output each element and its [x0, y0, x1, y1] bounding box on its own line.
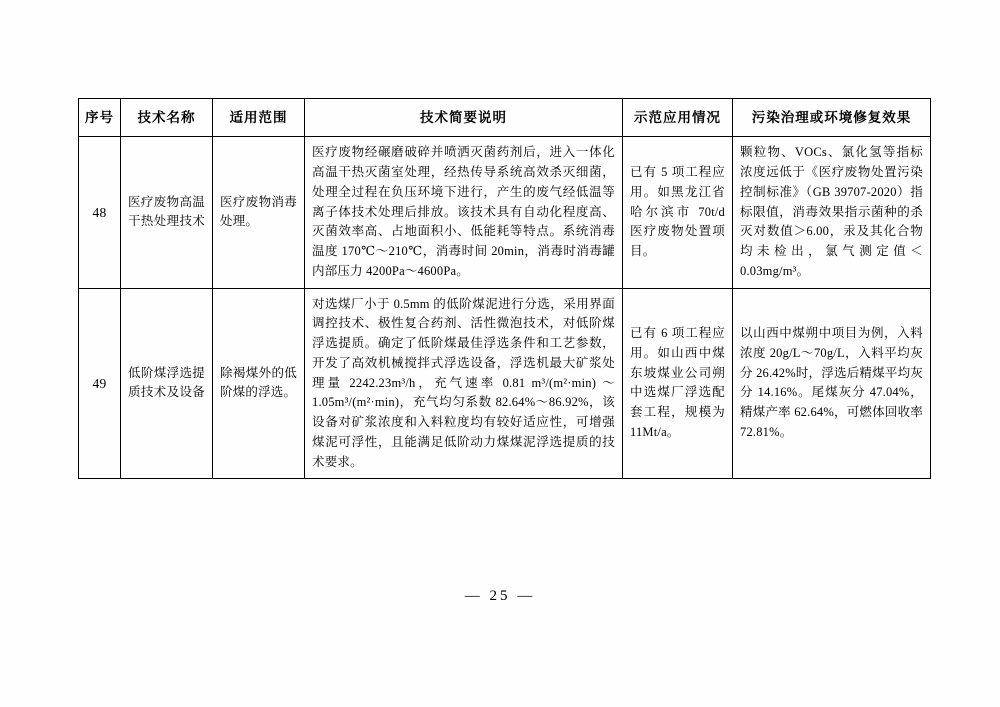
table-row	[79, 137, 931, 288]
cell-effect: 以山西中煤朔中项目为例，入料浓度 20g/L～70g/L，入料平均灰分 26.42%时，浮选后精煤平均灰分 14.16%。尾煤灰分 47.04%，精煤产率 62.64%，可燃体回收率 72.81%。	[733, 288, 931, 479]
table-header	[79, 99, 931, 137]
column-header-no: 序号	[79, 99, 121, 137]
column-header-effect: 污染治理或环境修复效果	[733, 99, 931, 137]
table-header-row	[79, 99, 931, 137]
column-header-demo: 示范应用情况	[623, 99, 733, 137]
cell-no: 49	[79, 288, 121, 479]
cell-demo-application: 已有 5 项工程应用。如黑龙江省哈尔滨市 70t/d 医疗废物处置项目。	[623, 137, 733, 288]
technology-catalog-table	[78, 98, 931, 479]
cell-no: 48	[79, 137, 121, 288]
cell-technology-name: 医疗废物高温干热处理技术	[121, 137, 213, 288]
cell-demo-application: 已有 6 项工程应用。如山西中煤东坡煤业公司朔中选煤厂浮选配套工程，规模为 11Mt/a。	[623, 288, 733, 479]
column-header-description: 技术简要说明	[305, 99, 623, 137]
table-body	[79, 137, 931, 479]
table-row	[79, 288, 931, 479]
cell-technology-name: 低阶煤浮选提质技术及设备	[121, 288, 213, 479]
cell-scope: 医疗废物消毒处理。	[213, 137, 305, 288]
cell-description: 对选煤厂小于 0.5mm 的低阶煤泥进行分选，采用界面调控技术、极性复合药剂、活性微泡技术，对低阶煤浮选提质。确定了低阶煤最佳浮选条件和工艺参数，开发了高效机械搅拌式浮选设备，浮选机最大矿浆处理量 2242.23m³/h，充气速率 0.81 m³/(m²·min) ～1.05m³/(m²·min)，充气均匀系数 82.64%～86.92%，该设备对矿浆浓度和入料粒度均有较好适应性，可增强煤泥可浮性，且能满足低阶动力煤煤泥浮选提质的技术要求。	[305, 288, 623, 479]
column-header-name: 技术名称	[121, 99, 213, 137]
page-number: — 25 —	[464, 588, 536, 604]
cell-scope: 除褐煤外的低阶煤的浮选。	[213, 288, 305, 479]
cell-effect: 颗粒物、VOCs、氯化氢等指标浓度远低于《医疗废物处置污染控制标准》（GB 39707-2020）指标限值，消毒效果指示菌种的杀灭对数值＞6.00，汞及其化合物均未检出，氯气测定值＜0.03mg/m³。	[733, 137, 931, 288]
cell-description: 医疗废物经碾磨破碎并喷洒灭菌药剂后，进入一体化高温干热灭菌室处理，经热传导系统高效杀灭细菌，处理全过程在负压环境下进行，产生的废气经低温等离子体技术处理后排放。该技术具有自动化程度高、灭菌效率高、占地面积小、低能耗等特点。系统消毒温度 170℃～210℃，消毒时间 20min，消毒时消毒罐内部压力 4200Pa～4600Pa。	[305, 137, 623, 288]
column-header-scope: 适用范围	[213, 99, 305, 137]
